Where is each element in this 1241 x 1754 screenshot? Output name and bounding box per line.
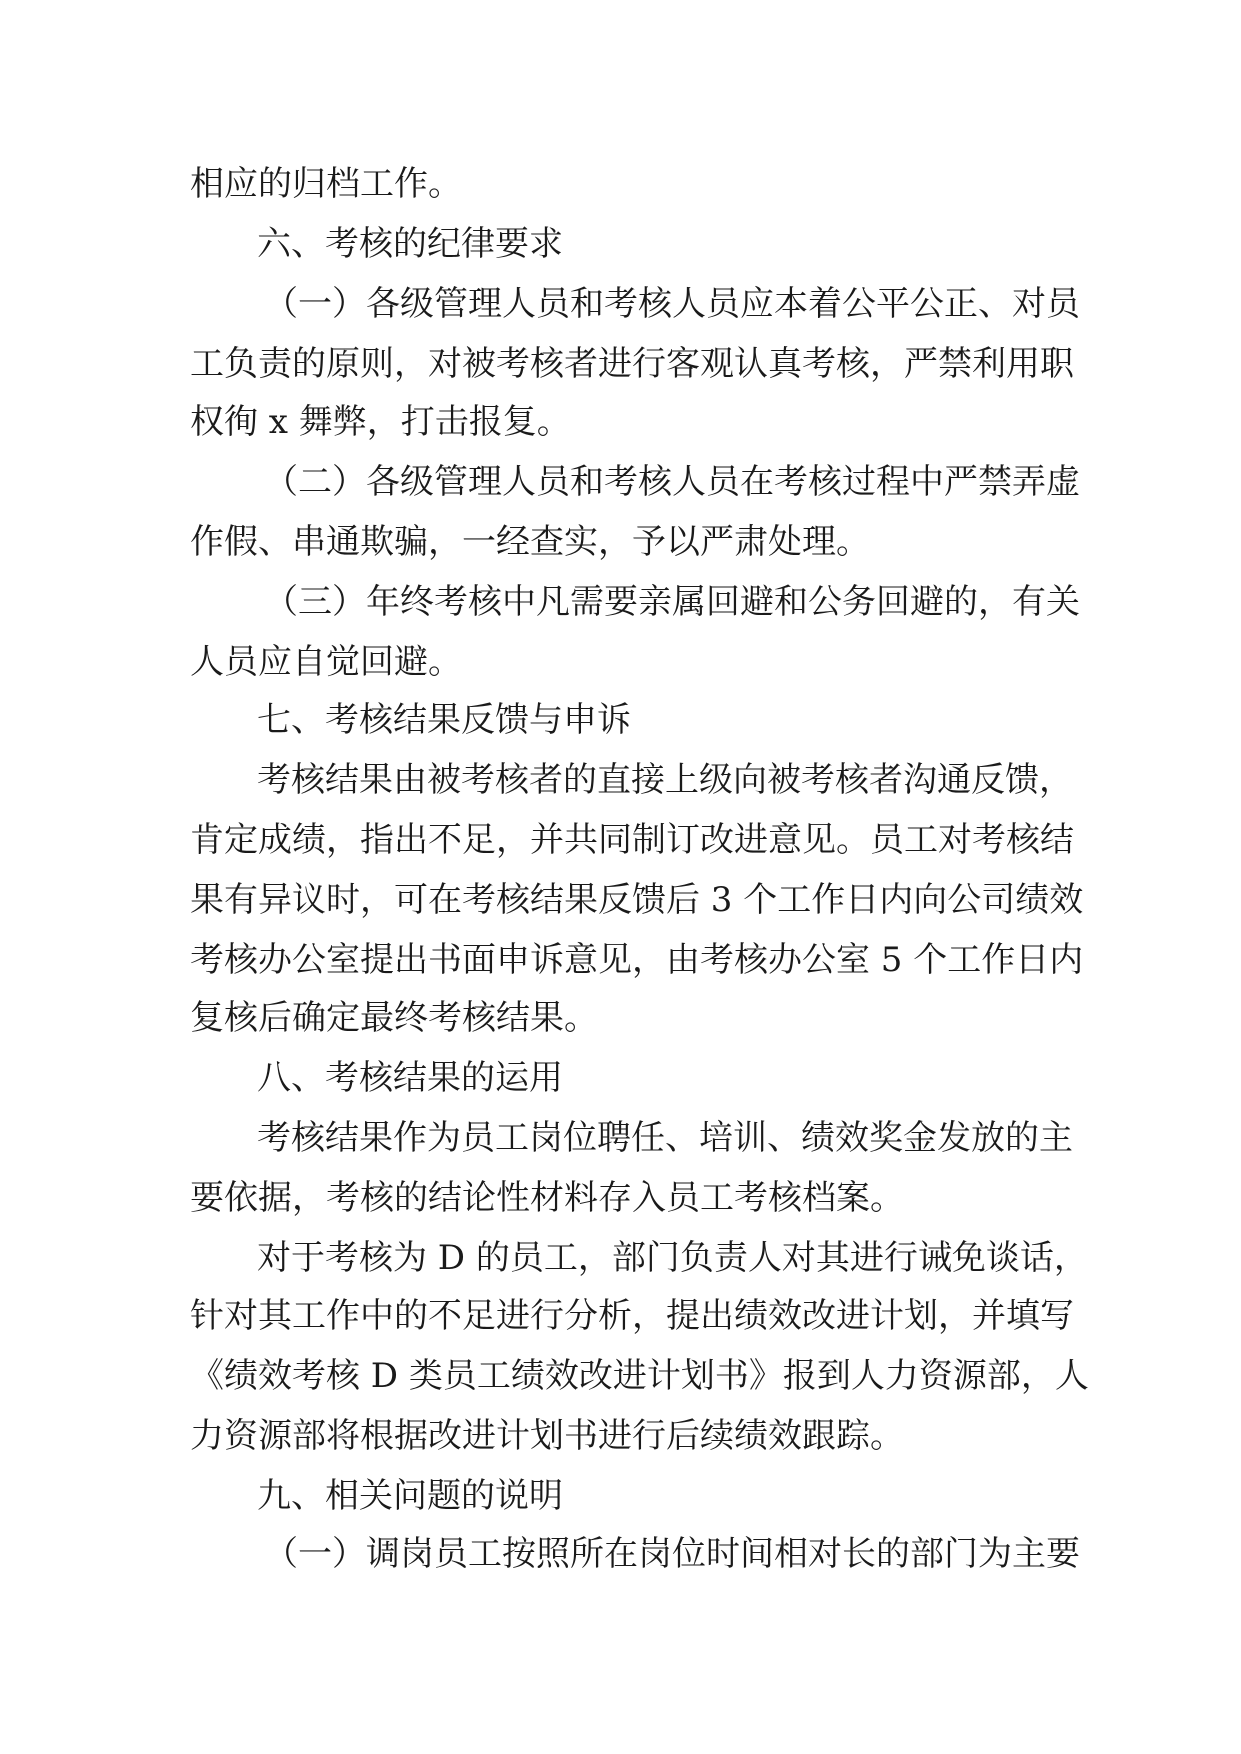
paragraph-line: （三）年终考核中凡需要亲属回避和公务回避的，有关 [264,582,1080,622]
paragraph-line: 复核后确定最终考核结果。 [190,998,598,1038]
section-heading-application: 八、考核结果的运用 [257,1058,563,1098]
paragraph-line: 考核办公室提出书面申诉意见，由考核办公室 5 个工作日内 [190,940,1084,980]
section-heading-feedback: 七、考核结果反馈与申诉 [257,700,631,740]
paragraph-line: 相应的归档工作。 [190,164,462,204]
paragraph-line: 作假、串通欺骗，一经查实，予以严肃处理。 [190,522,870,562]
paragraph-line: （一）调岗员工按照所在岗位时间相对长的部门为主要 [264,1534,1080,1574]
paragraph-line: 力资源部将根据改进计划书进行后续绩效跟踪。 [190,1416,904,1456]
paragraph-line: （一）各级管理人员和考核人员应本着公平公正、对员 [264,284,1080,324]
paragraph-line: 对于考核为 D 的员工，部门负责人对其进行诫免谈话， [257,1238,1088,1278]
paragraph-line: 果有异议时，可在考核结果反馈后 3 个工作日内向公司绩效 [190,880,1084,920]
paragraph-line: 要依据，考核的结论性材料存入员工考核档案。 [190,1178,904,1218]
paragraph-line: 考核结果作为员工岗位聘任、培训、绩效奖金发放的主 [257,1118,1073,1158]
paragraph-line: 考核结果由被考核者的直接上级向被考核者沟通反馈， [257,760,1073,800]
section-heading-notes: 九、相关问题的说明 [257,1476,563,1516]
paragraph-line: （二）各级管理人员和考核人员在考核过程中严禁弄虚 [264,462,1080,502]
paragraph-line: 工负责的原则，对被考核者进行客观认真考核，严禁利用职 [190,344,1074,384]
paragraph-line: 肯定成绩，指出不足，并共同制订改进意见。员工对考核结 [190,820,1074,860]
paragraph-line: 《绩效考核 D 类员工绩效改进计划书》报到人力资源部，人 [190,1356,1089,1396]
section-heading-discipline: 六、考核的纪律要求 [257,224,563,264]
paragraph-line: 权徇 x 舞弊，打击报复。 [190,402,571,442]
paragraph-line: 人员应自觉回避。 [190,642,462,682]
paragraph-line: 针对其工作中的不足进行分析，提出绩效改进计划，并填写 [190,1296,1074,1336]
